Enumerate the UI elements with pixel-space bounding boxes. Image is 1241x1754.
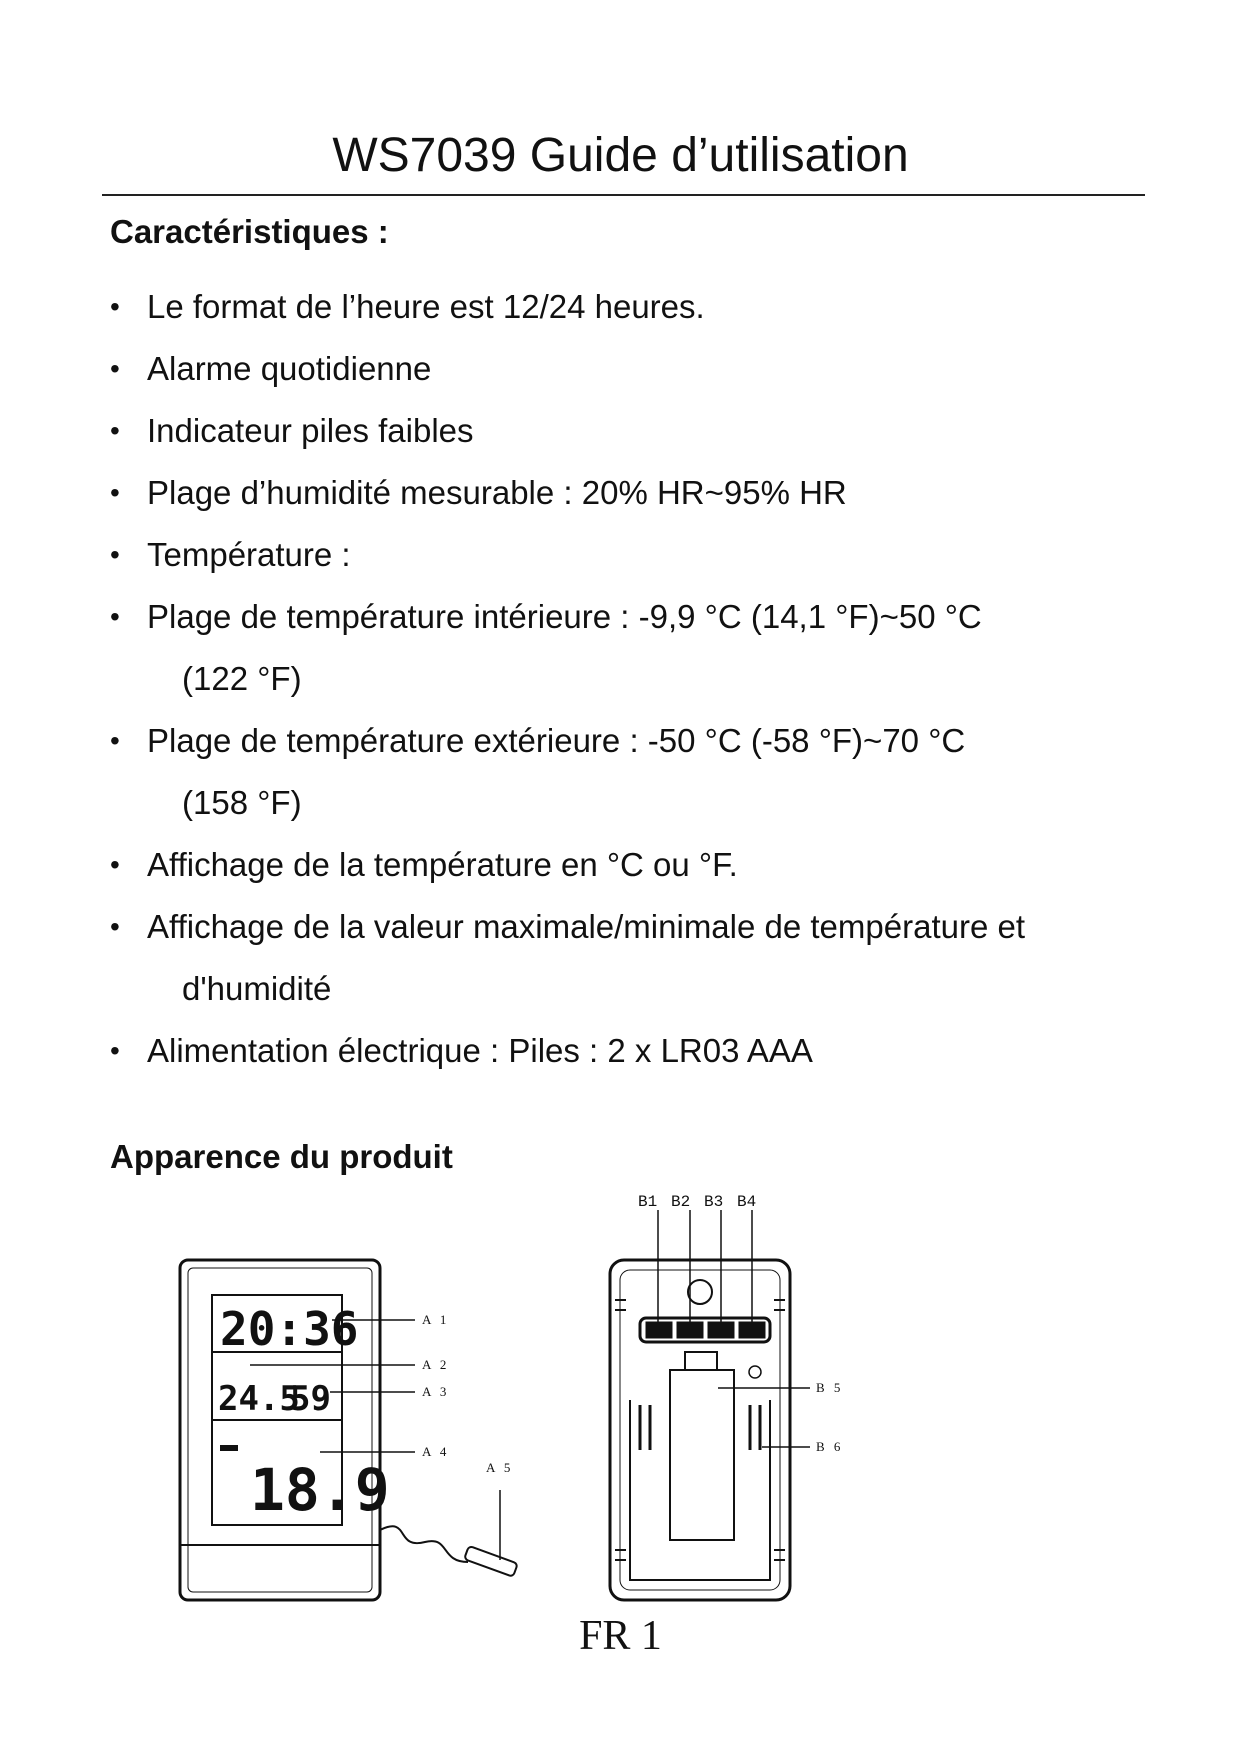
lcd-time: 20:36	[220, 1302, 359, 1356]
probe-sensor	[464, 1546, 518, 1577]
back-view	[610, 1210, 810, 1600]
list-item: • Alimentation électrique : Piles : 2 x LR03 AAA	[110, 1020, 1170, 1082]
page-title: WS7039 Guide d’utilisation	[332, 129, 909, 182]
list-item: • Plage d’humidité mesurable : 20% HR~95% HR	[110, 462, 1170, 524]
wall-hang-hole-icon	[688, 1280, 712, 1304]
label-b1: B1	[638, 1193, 658, 1211]
list-item: • Plage de température intérieure : -9,9 °C (14,1 °F)~50 °C (122 °F)	[110, 586, 1170, 710]
list-item: • Température :	[110, 524, 1170, 586]
appearance-heading: Apparence du produit	[110, 1138, 453, 1175]
list-item-continuation: (122 °F)	[182, 660, 302, 697]
label-a1: A 1	[422, 1312, 450, 1327]
lcd-indoor-temp: 24.5	[218, 1379, 300, 1419]
list-item: • Affichage de la valeur maximale/minimale de température et d'humidité	[110, 896, 1170, 1020]
list-item: • Indicateur piles faibles	[110, 400, 1170, 462]
minus-sign-icon	[220, 1445, 238, 1451]
list-item: • Le format de l’heure est 12/24 heures.	[110, 276, 1170, 338]
product-diagram	[150, 1190, 890, 1630]
list-item-continuation: (158 °F)	[182, 784, 302, 821]
label-b3: B3	[704, 1193, 724, 1211]
button-b2	[677, 1322, 703, 1338]
label-b5: B 5	[816, 1380, 844, 1395]
front-view	[180, 1260, 518, 1600]
features-heading: Caractéristiques :	[110, 213, 389, 250]
label-a3: A 3	[422, 1384, 450, 1399]
page-number: FR 1	[579, 1613, 662, 1659]
battery-latch	[685, 1352, 717, 1370]
label-a4: A 4	[422, 1444, 450, 1459]
button-b3	[708, 1322, 734, 1338]
lcd-outdoor-temp: 18.9	[250, 1456, 390, 1524]
reset-hole-icon	[749, 1366, 761, 1378]
label-b6: B 6	[816, 1439, 844, 1454]
button-b1	[646, 1322, 672, 1338]
battery-cover	[670, 1370, 734, 1540]
label-b2: B2	[671, 1193, 691, 1211]
features-list	[110, 276, 1170, 1082]
list-item: • Plage de température extérieure : -50 °C (-58 °F)~70 °C (158 °F)	[110, 710, 1170, 834]
probe-cable	[380, 1526, 468, 1562]
button-b4	[739, 1322, 765, 1338]
label-a5: A 5	[486, 1460, 514, 1475]
list-item: • Alarme quotidienne	[110, 338, 1170, 400]
title-rule	[102, 194, 1145, 196]
lcd-humidity: 59	[290, 1379, 331, 1419]
label-b4: B4	[737, 1193, 757, 1211]
back-housing	[610, 1260, 790, 1600]
list-item: • Affichage de la température en °C ou °F.	[110, 834, 1170, 896]
list-item-continuation: d'humidité	[182, 970, 332, 1007]
label-a2: A 2	[422, 1357, 450, 1372]
